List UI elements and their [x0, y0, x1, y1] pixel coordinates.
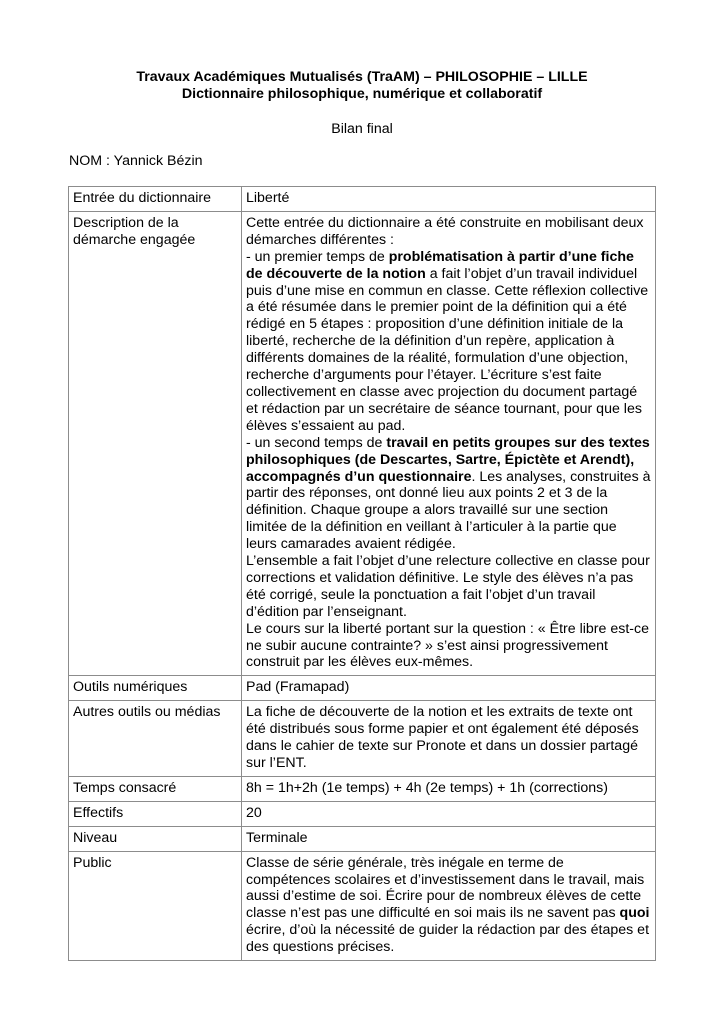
description-review: L’ensemble a fait l’objet d’une relecture collective en classe pour corrections et validation définitive. Le style des élèves n’a pas été corrigé, seule la ponctuation a fait l’objet d’un travail d’édition par l’enseignant. — [246, 553, 650, 620]
table-row — [69, 701, 656, 777]
row-value: La fiche de découverte de la notion et les extraits de texte ont été distribués sous forme papier et ont également été déposés dans le cahier de texte sur Pronote et dans un dossier partagé sur l’ENT. — [242, 701, 656, 777]
report-table — [68, 186, 656, 961]
row-value: 8h = 1h+2h (1e temps) + 4h (2e temps) + 1h (corrections) — [242, 776, 656, 801]
table-row — [69, 676, 656, 701]
text-segment: a fait l’objet d’un travail individuel puis d’une mise en commun en classe. Cette réflexion collective a été résumée dans le premier point de la définition qui a été rédigé en 5 étapes : proposition d’une définition initiale de la liberté, recherche de la définition d’un repère, application à différents domaines de la réalité, formulation d’une objection, recherche d’arguments pour l’étayer. L’écriture s’est faite collectivement en classe avec projection du document partagé et rédaction par un secrétaire de séance tournant, pour que les élèves s’essaient au pad. — [246, 265, 649, 434]
table-row — [69, 801, 656, 826]
row-label: Entrée du dictionnaire — [69, 187, 242, 212]
text-segment: - un second temps de — [246, 434, 387, 451]
row-value: Liberté — [242, 187, 656, 212]
row-label: Autres outils ou médias — [69, 701, 242, 777]
row-label: Outils numériques — [69, 676, 242, 701]
description-conclusion: Le cours sur la liberté portant sur la question : « Être libre est-ce ne subir aucune contrainte? » s’est ainsi progressivement construit par les élèves eux-mêmes. — [246, 620, 649, 671]
subtitle: Bilan final — [331, 121, 393, 137]
document-header — [0, 69, 724, 103]
text-segment: - un premier temps de — [246, 248, 389, 265]
text-segment: écrire, d’où la nécessité de guider la rédaction par des étapes et des questions précises. — [246, 922, 650, 956]
description-intro: Cette entrée du dictionnaire a été construite en mobilisant deux démarches différentes : — [246, 214, 644, 248]
text-segment: Classe de série générale, très inégale en terme de compétences scolaires et d’investissement dans le travail, mais aussi d’estime de soi. Écrire pour de nombreux élèves de cette classe n’est pas une difficulté en soi mais ils ne savent pas — [246, 854, 645, 922]
row-label: Niveau — [69, 826, 242, 851]
table-row — [69, 211, 656, 675]
bold-segment: problématisation à partir d’une fiche de découverte de la notion — [246, 248, 634, 282]
row-label: Temps consacré — [69, 776, 242, 801]
row-label: Description de la démarche engagée — [69, 211, 242, 675]
row-value: Terminale — [242, 826, 656, 851]
table-row — [69, 826, 656, 851]
bold-segment: quoi — [619, 905, 650, 922]
description-step-2 — [246, 435, 651, 553]
description-step-1 — [246, 249, 651, 435]
row-value: Pad (Framapad) — [242, 676, 656, 701]
table-row — [69, 187, 656, 212]
bold-segment: travail en petits groupes sur des textes philosophiques (de Descartes, Sartre, Épictète et Arendt), accompagnés d’un questionnaire — [246, 434, 650, 485]
title-line-1: Travaux Académiques Mutualisés (TraAM) – PHILOSOPHIE – LILLE — [136, 69, 588, 85]
row-label: Public — [69, 851, 242, 960]
table-row — [69, 851, 656, 960]
table-row — [69, 776, 656, 801]
author-name: NOM : Yannick Bézin — [69, 153, 203, 169]
text-segment: . Les analyses, construites à partir des réponses, ont donné lieu aux points 2 et 3 de la définition. Chaque groupe a alors travaillé sur une section limitée de la définition en veillant à l’articuler à la partie que leurs camarades avaient rédigée. — [246, 468, 651, 553]
row-value-description — [242, 211, 656, 675]
row-value: 20 — [242, 801, 656, 826]
title-line-2: Dictionnaire philosophique, numérique et collaboratif — [181, 86, 543, 102]
row-value-public — [242, 851, 656, 960]
row-label: Effectifs — [69, 801, 242, 826]
